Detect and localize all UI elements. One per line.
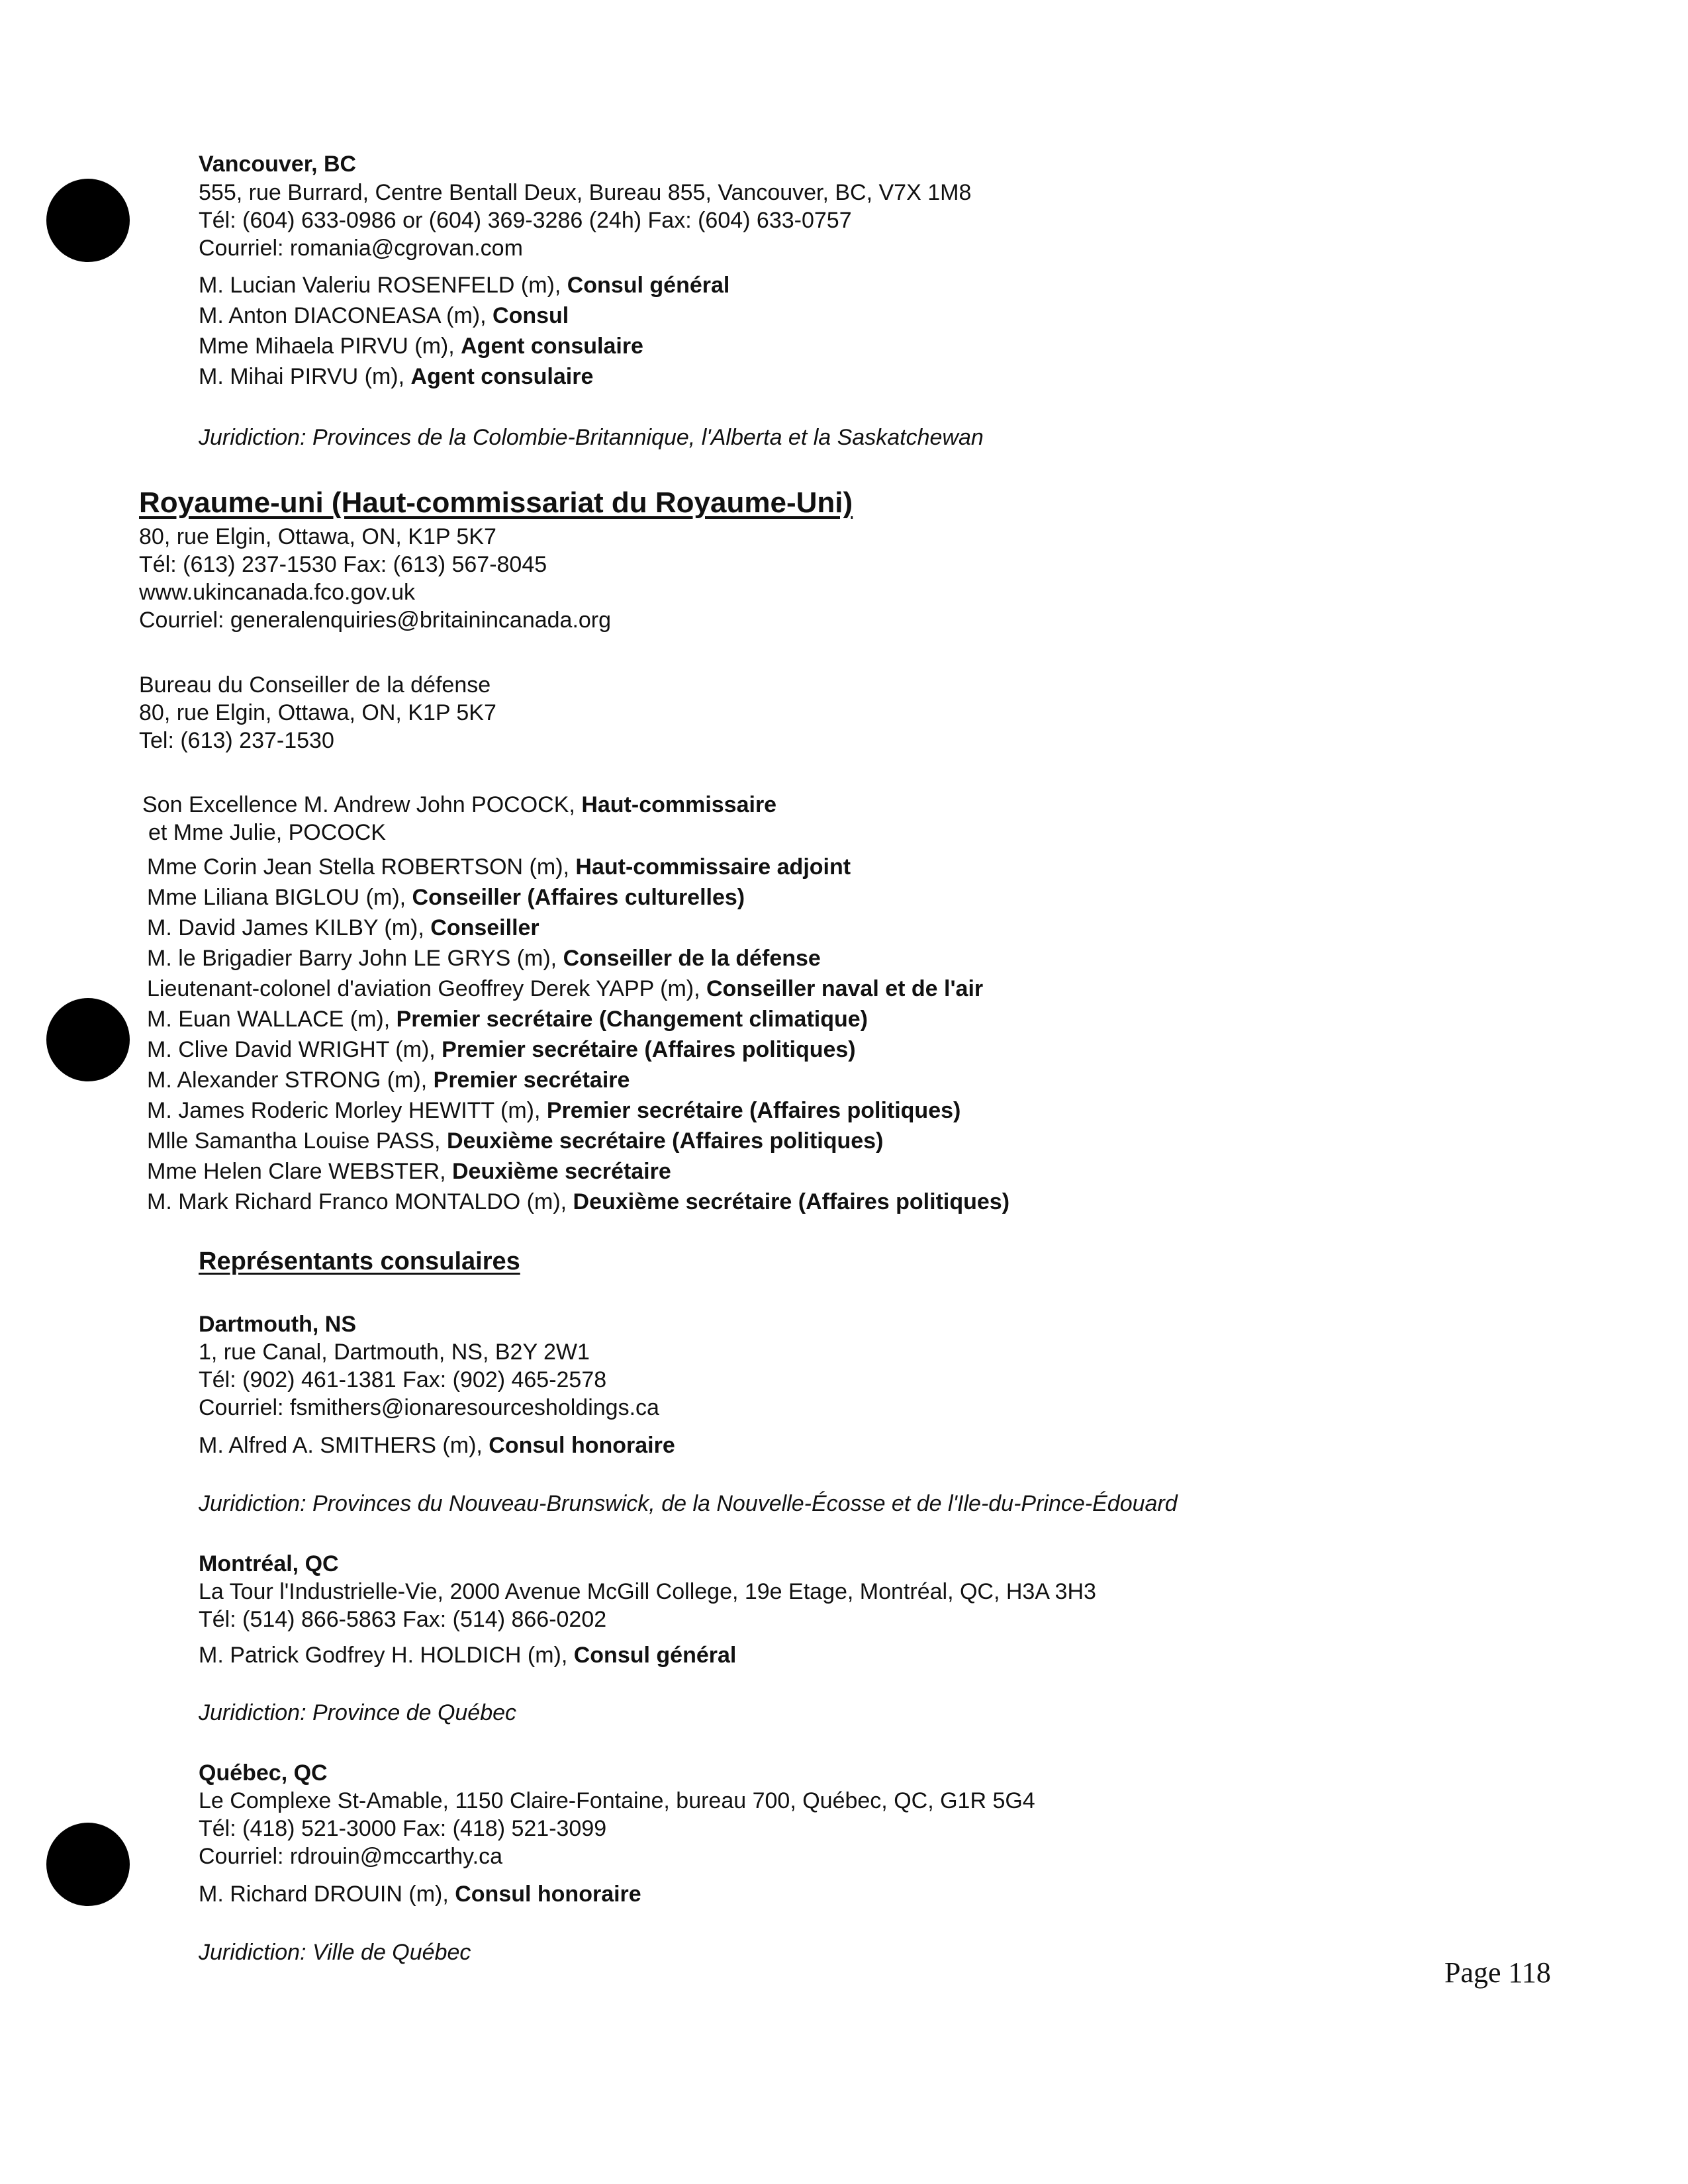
official-title: Deuxième secrétaire (Affaires politiques) — [573, 1189, 1010, 1214]
uk-phone-fax: Tél: (613) 237-1530 Fax: (613) 567-8045 — [139, 552, 547, 577]
ambassador-name: Son Excellence M. Andrew John POCOCK, — [142, 792, 582, 817]
ambassador-title: Haut-commissaire — [581, 792, 777, 817]
ambassador — [142, 792, 776, 818]
official-title: Conseiller de la défense — [563, 946, 821, 971]
official-name: M. Clive David WRIGHT (m), — [147, 1037, 442, 1062]
montreal-jurisdiction: Juridiction: Province de Québec — [199, 1700, 517, 1725]
uk-heading: Royaume-uni (Haut-commissariat du Royaume-Uni) — [139, 486, 853, 519]
uk-website: www.ukincanada.fco.gov.uk — [139, 580, 416, 605]
vancouver-official — [199, 363, 593, 390]
uk-official — [147, 1189, 1009, 1215]
dartmouth-city: Dartmouth, NS — [199, 1312, 356, 1337]
quebec-jurisdiction: Juridiction: Ville de Québec — [199, 1940, 471, 1965]
dartmouth-jurisdiction: Juridiction: Provinces du Nouveau-Brunswick, de la Nouvelle-Écosse et de l'Ile-du-Prince-Édouard — [199, 1491, 1178, 1516]
vancouver-address: 555, rue Burrard, Centre Bentall Deux, Bureau 855, Vancouver, BC, V7X 1M8 — [199, 180, 972, 205]
uk-address: 80, rue Elgin, Ottawa, ON, K1P 5K7 — [139, 524, 496, 549]
defence-office-name: Bureau du Conseiller de la défense — [139, 672, 491, 698]
dartmouth-official — [199, 1432, 675, 1459]
official-name: M. le Brigadier Barry John LE GRYS (m), — [147, 946, 563, 971]
uk-official — [147, 854, 851, 880]
official-title: Premier secrétaire (Affaires politiques) — [546, 1098, 961, 1123]
official-title: Agent consulaire — [461, 334, 643, 359]
defence-office-address: 80, rue Elgin, Ottawa, ON, K1P 5K7 — [139, 700, 496, 725]
official-name: M. Anton DIACONEASA (m), — [199, 303, 493, 328]
official-title: Conseiller naval et de l'air — [706, 976, 984, 1001]
official-name: Mme Helen Clare WEBSTER, — [147, 1159, 452, 1184]
official-name: Mme Mihaela PIRVU (m), — [199, 334, 461, 359]
montreal-address: La Tour l'Industrielle-Vie, 2000 Avenue McGill College, 19e Etage, Montréal, QC, H3A 3H3 — [199, 1579, 1096, 1604]
page-number: Page 118 — [1444, 1956, 1551, 1989]
official-name: M. James Roderic Morley HEWITT (m), — [147, 1098, 547, 1123]
official-title: Agent consulaire — [410, 364, 594, 389]
uk-official — [147, 1097, 961, 1124]
official-title: Consul général — [573, 1643, 737, 1668]
official-title: Consul honoraire — [455, 1882, 641, 1907]
quebec-address: Le Complexe St-Amable, 1150 Claire-Fontaine, bureau 700, Québec, QC, G1R 5G4 — [199, 1788, 1035, 1813]
official-title: Premier secrétaire (Changement climatique) — [396, 1007, 868, 1032]
uk-official — [147, 1128, 883, 1154]
official-name: M. Euan WALLACE (m), — [147, 1007, 397, 1032]
montreal-official — [199, 1642, 736, 1668]
punch-hole-top — [46, 179, 130, 262]
official-title: Consul — [492, 303, 569, 328]
quebec-official — [199, 1881, 641, 1907]
official-name: M. Richard DROUIN (m), — [199, 1882, 455, 1907]
official-name: Lieutenant-colonel d'aviation Geoffrey Derek YAPP (m), — [147, 976, 706, 1001]
official-name: M. Alfred A. SMITHERS (m), — [199, 1433, 489, 1458]
official-title: Conseiller — [430, 915, 539, 940]
official-name: M. Mihai PIRVU (m), — [199, 364, 411, 389]
vancouver-official — [199, 333, 643, 359]
official-name: M. Patrick Godfrey H. HOLDICH (m), — [199, 1643, 574, 1668]
uk-official — [147, 1036, 856, 1063]
official-title: Consul honoraire — [489, 1433, 675, 1458]
quebec-phone-fax: Tél: (418) 521-3000 Fax: (418) 521-3099 — [199, 1816, 607, 1841]
uk-official — [147, 1158, 671, 1185]
uk-official — [147, 884, 745, 911]
official-title: Deuxième secrétaire (Affaires politiques) — [446, 1128, 884, 1154]
dartmouth-phone-fax: Tél: (902) 461-1381 Fax: (902) 465-2578 — [199, 1367, 607, 1392]
official-name: M. Mark Richard Franco MONTALDO (m), — [147, 1189, 573, 1214]
official-name: M. Alexander STRONG (m), — [147, 1068, 434, 1093]
official-title: Premier secrétaire (Affaires politiques) — [442, 1037, 856, 1062]
montreal-phone-fax: Tél: (514) 866-5863 Fax: (514) 866-0202 — [199, 1607, 607, 1632]
vancouver-official — [199, 272, 729, 298]
uk-official — [147, 945, 821, 972]
vancouver-phone-fax: Tél: (604) 633-0986 or (604) 369-3286 (24h) Fax: (604) 633-0757 — [199, 208, 852, 233]
uk-official — [147, 915, 539, 941]
vancouver-jurisdiction: Juridiction: Provinces de la Colombie-Britannique, l'Alberta et la Saskatchewan — [199, 425, 984, 450]
dartmouth-email: Courriel: fsmithers@ionaresourcesholdings.ca — [199, 1395, 659, 1420]
vancouver-email: Courriel: romania@cgrovan.com — [199, 236, 523, 261]
official-name: Mme Liliana BIGLOU (m), — [147, 885, 412, 910]
official-name: Mme Corin Jean Stella ROBERTSON (m), — [147, 854, 576, 880]
uk-official — [147, 976, 983, 1002]
quebec-email: Courriel: rdrouin@mccarthy.ca — [199, 1844, 503, 1869]
official-title: Haut-commissaire adjoint — [575, 854, 851, 880]
uk-email: Courriel: generalenquiries@britainincanada.org — [139, 608, 612, 633]
defence-office-phone: Tel: (613) 237-1530 — [139, 728, 334, 753]
ambassador-spouse: et Mme Julie, POCOCK — [148, 820, 386, 845]
official-title: Premier secrétaire — [433, 1068, 630, 1093]
dartmouth-address: 1, rue Canal, Dartmouth, NS, B2Y 2W1 — [199, 1340, 590, 1365]
punch-hole-bottom — [46, 1823, 130, 1906]
official-name: M. David James KILBY (m), — [147, 915, 431, 940]
vancouver-official — [199, 302, 569, 329]
official-title: Consul général — [567, 273, 730, 298]
punch-hole-middle — [46, 998, 130, 1081]
official-name: M. Lucian Valeriu ROSENFELD (m), — [199, 273, 567, 298]
uk-official — [147, 1067, 630, 1093]
official-name: Mlle Samantha Louise PASS, — [147, 1128, 447, 1154]
official-title: Conseiller (Affaires culturelles) — [412, 885, 745, 910]
montreal-city: Montréal, QC — [199, 1551, 339, 1576]
consular-heading: Représentants consulaires — [199, 1248, 520, 1275]
uk-official — [147, 1006, 868, 1032]
vancouver-city: Vancouver, BC — [199, 152, 357, 177]
official-title: Deuxième secrétaire — [452, 1159, 671, 1184]
quebec-city: Québec, QC — [199, 1760, 328, 1786]
